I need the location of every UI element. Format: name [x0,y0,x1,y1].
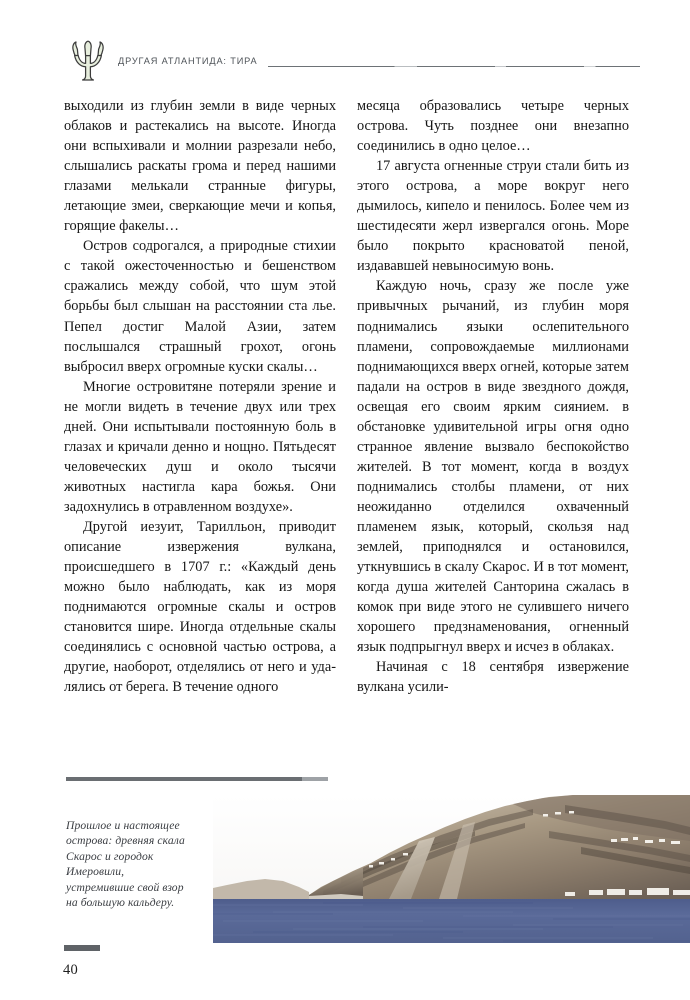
paragraph: Каждую ночь, сразу же после уже привычных рычаний, из глубин моря поднимались языки ослепительного пламени, сопровождаемые миллионами поднимающихся вверх огней, которые затем падали на остров в виде звездного дождя, освещая его своим ярким сиянием. в обстановке удивительной игры огня одно странное явление вызвало беспокойство жителей. В тот момент, когда в воздух поднимались столбы пламени, от них неожиданно отделился охваченный пламенем язык, который, скользя над землей, приподнялся и остановился, уткнувшись в скалу Скарос. И в тот момент, когда душа жителей Санторина сжалась в комок при виде этого не сулившего ничего хорошего предзнаменования, огненный язык подпрыгнул вверх и исчез в облаках. [357,278,629,656]
trident-icon [68,40,108,82]
paragraph: выходили из глубин земли в виде черных облаков и растекались на высоте. Иногда они вспыхивали и молнии разрезали небо, слышались раскаты грома и перед нашими глазами мелькали странные фигуры, летающие змеи, сверкающие мечи и копья, горящие факелы… [64,98,336,235]
running-head [0,18,690,70]
paragraph: месяца образовались четыре черных острова. Чуть позднее они внезапно соединились в одно целое… [357,98,629,155]
paragraph: Многие островитяне потеряли зрение и не могли видеть в течение двух или трех дней. Они испытывали постоянную боль в глазах и кричали денно и нощно. Пятьдесят человеческих душ и около тысячи животных настигла кара божья. Они задохнулись в отравленном воздухе». [64,378,336,515]
figure-caption: Прошлое и настоящее острова: древняя скала Скарос и городок Имеровили, устремившие свой взор на большую кальдеру. [66,819,185,910]
running-head-title: ДРУГАЯ АТЛАНТИДА: ТИРА [118,56,258,66]
page-number: 40 [63,962,79,978]
text-column-right [357,96,629,697]
folio-bar [64,945,100,951]
running-head-rule [268,66,640,67]
paragraph: Начиная с 18 сентября извержение вулкана усили- [357,659,629,696]
paragraph: Остров содрогался, а природные стихии с такой ожесточенностью и бешенством сражались между собой, что шум этой борьбы был слышан на расстоянии ста лье. Пепел достиг Малой Азии, затем послышался страшный грохот, огонь выбросил вверх огромные куски скалы… [64,238,336,375]
figure-photo [213,795,690,955]
paragraph: Другой иезуит, Тарилльон, приводит описание извержения вулкана, происшедшего в 1707 г.: «Каждый день можно было наблюдать, как из моря поднимаются огромные скалы и остров становится шире. Иногда отдельные скалы соединялись с основной частью острова, а другие, наоборот, отделялись от него и удалялись от берега. В течение одного [64,518,336,696]
text-column-left [64,96,336,697]
caption-rule [66,777,328,781]
paragraph: 17 августа огненные струи стали бить из этого острова, а море вокруг него дымилось, кипело и пенилось. Более чем из шестидесяти жерл извергался огонь. Море было покрыто красноватой пеной, издававшей невыносимую вонь. [357,158,629,275]
